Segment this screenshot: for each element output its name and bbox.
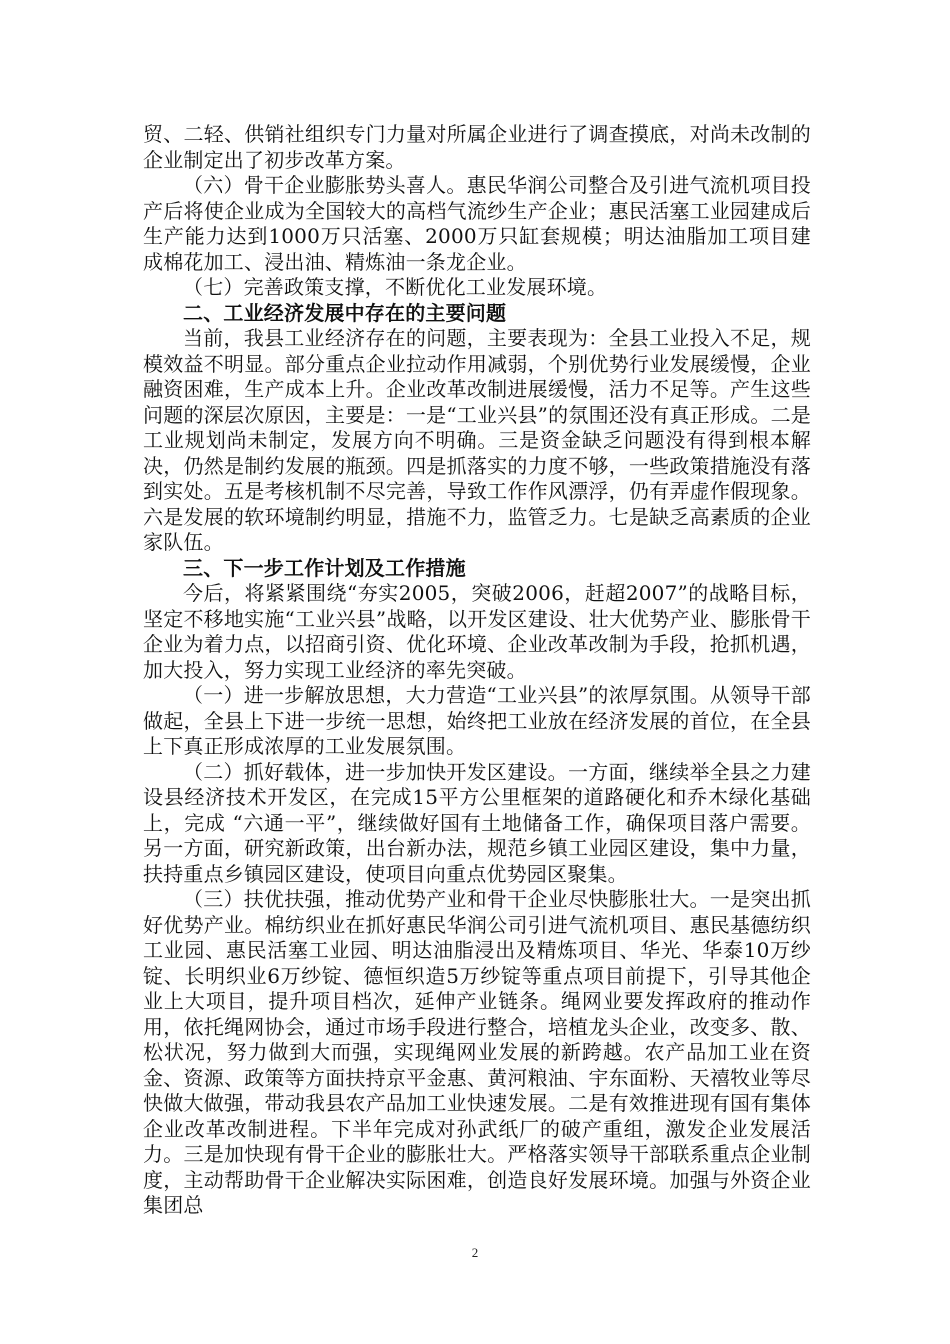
paragraph-seven-policy-support: （七）完善政策支撑，不断优化工业发展环境。 — [183, 275, 608, 299]
section-heading-main-problems: 二、工业经济发展中存在的主要问题 — [183, 300, 507, 325]
paragraph-two-development-zone: （二）抓好载体，进一步加快开发区建设。一方面，继续举全县之力建设县经济技术开发区，在完成15平方公里框架的道路硬化和乔木绿化基础上，完成 “六通一平”，继续做好国有土地储备工作，确保项目落户需要。另一方面，研究新政策，出台新办法，规范乡镇工业园区建设，集中力量，扶持重点乡镇园区建设，使项目向重点优势园区聚集。 — [143, 759, 811, 886]
paragraph-continuation: 贸、二轻、供销社组织专门力量对所属企业进行了调查摸底，对尚未改制的企业制定出了初步改革方案。 — [143, 122, 811, 172]
document-body — [143, 122, 811, 1219]
paragraph-three-key-industries: （三）扶优扶强，推动优势产业和骨干企业尽快膨胀壮大。一是突出抓好优势产业。棉纺织业在抓好惠民华润公司引进气流机项目、惠民基德纺织工业园、惠民活塞工业园、明达油脂浸出及精炼项目、华光、华泰10万纱锭、长明织业6万纱锭、德恒织造5万纱锭等重点项目前提下，引导其他企业上大项目，提升项目档次，延伸产业链条。绳网业要发挥政府的推动作用，依托绳网协会，通过市场手段进行整合，培植龙头企业，改变多、散、松状况，努力做到大而强，实现绳网业发展的新跨越。农产品加工业在资金、资源、政策等方面扶持京平金惠、黄河粮油、宇东面粉、天禧牧业等尽快做大做强，带动我县农产品加工业快速发展。二是有效推进现有国有集体企业改革改制进程。下半年完成对孙武纸厂的破产重组，激发企业发展活力。三是加快现有骨干企业的膨胀壮大。严格落实领导干部联系重点企业制度，主动帮助骨干企业解决实际困难，创造良好发展环境。加强与外资企业集团总 — [143, 887, 811, 1217]
page-number: 2 — [471, 1245, 479, 1260]
paragraph-problems: 当前，我县工业经济存在的问题，主要表现为：全县工业投入不足，规模效益不明显。部分重点企业拉动作用减弱，个别优势行业发展缓慢，企业融资困难，生产成本上升。企业改革改制进展缓慢，活力不足等。产生这些问题的深层次原因，主要是：一是“工业兴县”的氛围还没有真正形成。二是工业规划尚未制定，发展方向不明确。三是资金缺乏问题没有得到根本解决，仍然是制约发展的瓶颈。四是抓落实的力度不够，一些政策措施没有落到实处。五是考核机制不尽完善，导致工作作风漂浮，仍有弄虚作假现象。六是发展的软环境制约明显，措施不力，监管乏力。七是缺乏高素质的企业家队伍。 — [143, 326, 811, 554]
paragraph-six-key-enterprises: （六）骨干企业膨胀势头喜人。惠民华润公司整合及引进气流机项目投产后将使企业成为全国较大的高档气流纱生产企业；惠民活塞工业园建成后生产能力达到1000万只活塞、2000万只缸套规模；明达油脂加工项目建成棉花加工、浸出油、精炼油一条龙企业。 — [143, 173, 811, 274]
section-heading-next-steps: 三、下一步工作计划及工作措施 — [183, 555, 466, 580]
paragraph-one-emancipate-mind: （一）进一步解放思想，大力营造“工业兴县”的浓厚氛围。从领导干部做起，全县上下进一步统一思想，始终把工业放在经济发展的首位，在全县上下真正形成浓厚的工业发展氛围。 — [143, 683, 811, 758]
paragraph-strategy: 今后，将紧紧围绕“夯实2005，突破2006，赶超2007”的战略目标，坚定不移地实施“工业兴县”战略，以开发区建设、壮大优势产业、膨胀骨干企业为着力点，以招商引资、优化环境、企业改革改制为手段，抢抓机遇，加大投入，努力实现工业经济的率先突破。 — [143, 581, 811, 682]
